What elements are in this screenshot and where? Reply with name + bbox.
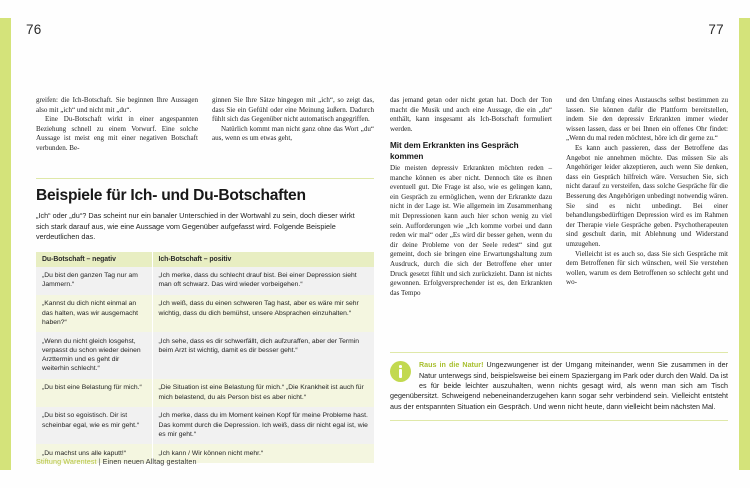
body-column-2 — [212, 96, 374, 144]
cell-du-message: „Du bist so egoistisch. Dir ist scheinbar egal, wie es mir geht.“ — [36, 407, 152, 444]
examples-table — [36, 252, 374, 463]
paragraph: Es kann auch passieren, dass der Betroffene das Angebot nie annehmen möchte. Das müssen Sie als Angehöriger leider akzeptieren, auch wenn Sie denken, dass ein Gespräch hilfreich wäre. Versuchen Sie, sich nicht darauf zu versteifen, dass solche Gespräche für die Besserung des Angehörigen unbedingt notwendig wären. Sie sind es nicht unbedingt. Bei einer behandlungsbedürftigen Depression wird es im Rahmen der Therapie viele Gespräche geben. Psychotherapeuten sind geschult darin, mit Ablehnung und Widerstand umzugehen. — [566, 143, 728, 248]
cell-ich-message: „Ich sehe, dass es dir schwerfällt, dich aufzuraffen, aber der Termin beim Arzt ist wichtig, damit es dir besser geht.“ — [152, 332, 374, 379]
cell-ich-message: „Ich merke, dass du schlecht drauf bist. Bei einer Depression sieht man oft schwarz. Das wird wieder vorbeigehen.“ — [152, 267, 374, 295]
column-header-du: Du-Botschaft – negativ — [36, 252, 152, 267]
cell-ich-message: „Ich weiß, dass du einen schweren Tag hast, aber es wäre mir sehr wichtig, dass du dich bemühst, unsere Absprachen einzuhalten.“ — [152, 295, 374, 332]
tip-info-box — [390, 352, 728, 421]
table-header-row — [36, 252, 374, 267]
paragraph: das jemand getan oder nicht getan hat. Doch der Ton macht die Musik und auch eine Aussage, die ein „du“ enthält, kann insgesamt als Ich-Botschaft formuliert werden. — [390, 96, 552, 133]
cell-du-message: „Du bist eine Belastung für mich.“ — [36, 379, 152, 407]
info-box-lead: Raus in die Natur! — [419, 361, 484, 370]
footer-brand: Stiftung Warentest — [36, 457, 97, 466]
cell-ich-message: „Die Situation ist eine Belastung für mich.“ „Die Krankheit ist auch für mich belastend, du als Person bist es aber nicht.“ — [152, 379, 374, 407]
info-box-text: Ungezwungener ist der Umgang miteinander, wenn Sie zusammen in der Natur unterwegs sind, beispielsweise bei einem Spaziergang im Park oder durch den Wald. Da ist es für beide leichter auszuhalten, wenn nichts gesagt wird, als wenn man sich am Tisch gegenübersitzt. Schweigend nebeneinanderzugehen kann sogar sehr verbindend sein. Vielleicht entsteht aus der entspannten Situation ein Gespräch. Und wenn nicht heute, dann vielleicht beim nächsten Mal. — [390, 361, 728, 411]
info-box-body — [390, 353, 728, 411]
paragraph: greifen: die Ich-Botschaft. Sie beginnen Ihre Aussagen also mit „ich“ und nicht mit „du“. — [36, 96, 198, 114]
cell-du-message: „Du bist den ganzen Tag nur am Jammern.“ — [36, 267, 152, 295]
table-row — [36, 379, 374, 407]
paragraph: ginnen Sie Ihre Sätze hingegen mit „ich“, so zeigt das, dass Sie ein Gefühl oder eine Meinung äußern. Dadurch fühlt sich das Gegenüber nicht automatisch angegriffen. — [212, 96, 374, 124]
section-heading: Mit dem Erkrankten ins Gespräch kommen — [390, 141, 519, 161]
cell-ich-message: „Ich merke, dass du im Moment keinen Kopf für meine Probleme hast. Das kommt durch die Depression. Ich weiß, dass dir nicht egal ist, wie es mir geht.“ — [152, 407, 374, 444]
body-column-4 — [566, 96, 728, 288]
page-footer — [36, 457, 197, 466]
paragraph: Die meisten depressiv Erkrankten möchten reden – manche können es aber nicht. Dennoch täte es ihnen eventuell gut. Die Frage ist also, wie es gelingen kann, ein Gespräch zu ermöglichen, wenn der Erkrankte dazu nicht in der Lage ist. Wie allgemein im Zusammenhang mit Depressionen kann auch hier schon wenig zu viel sein. Aufforderungen wie „Ich komme vorbei und dann reden wir mal“ oder „Es wird dir besser gehen, wenn du dir deine Probleme von der Seele redest“ sind gut gemeint, doch sie bringen eine Erwartungshaltung zum Ausdruck, durch die sich der Betroffene eher unter Druck gesetzt fühlt und sich zurückzieht. Dann ist nichts gewonnen. Erfolgversprechender ist es, den Erkrankten das Tempo — [390, 164, 552, 297]
table-row — [36, 267, 374, 295]
cell-du-message: „Kannst du dich nicht einmal an das halten, was wir ausgemacht haben?“ — [36, 295, 152, 332]
footer-separator: | — [98, 457, 101, 466]
table-row — [36, 295, 374, 332]
table-row — [36, 407, 374, 444]
cell-du-message: „Du machst uns alle kaputt!“ — [36, 444, 152, 463]
footer-chapter: Einen neuen Alltag gestalten — [102, 457, 197, 466]
examples-box — [36, 178, 374, 463]
paragraph: Natürlich kommt man nicht ganz ohne das Wort „du“ aus, wenn es um etwas geht, — [212, 124, 374, 143]
info-box-bottom-rule — [390, 420, 728, 421]
body-column-3 — [390, 96, 552, 298]
page-edge-bar-right — [739, 18, 750, 470]
body-column-1 — [36, 96, 198, 154]
examples-box-intro: „Ich“ oder „du“? Das scheint nur ein banaler Unterschied in der Wortwahl zu sein, doch dieser wirkt sich stark darauf aus, wie eine Aussage vom Gegenüber aufgefasst wird. Folgende Beispiele verdeutlichen das. — [36, 211, 355, 242]
cell-ich-message: „Ich kann / Wir können nicht mehr.“ — [152, 444, 374, 463]
page-edge-bar-left — [0, 18, 11, 470]
table-row — [36, 332, 374, 379]
column-header-ich: Ich-Botschaft – positiv — [152, 252, 374, 267]
paragraph: Eine Du-Botschaft wirkt in einer angespannten Beziehung schnell zu einem Vorwurf. Eine solche Aussage ist meist eng mit einer negativen Botschaft verbunden. Be- — [36, 115, 198, 152]
page-number-right: 77 — [708, 22, 724, 37]
info-icon — [390, 361, 411, 382]
box-top-rule — [36, 178, 374, 179]
paragraph: Vielleicht ist es auch so, dass Sie sich Gespräche mit dem Betroffenen für sich wünschen, weil Sie verstehen wollen, warum es dem Betroffenen so schlecht geht und wo- — [566, 249, 728, 287]
page-number-left: 76 — [26, 22, 42, 37]
paragraph: und den Umfang eines Austauschs selbst bestimmen zu lassen. Sie können dafür die Plattform bereitstellen, indem Sie den depressiv Erkrankten immer wieder wissen lassen, dass er bei Ihnen ein offenes Ohr findet: „Wenn du mal reden möchtest, höre ich dir gerne zu.“ — [566, 96, 728, 143]
examples-box-title: Beispiele für Ich- und Du-Botschaften — [36, 187, 306, 205]
cell-du-message: „Wenn du nicht gleich losgehst, verpasst du schon wieder deinen Arzttermin und es geht dir weiterhin schlecht.“ — [36, 332, 152, 379]
